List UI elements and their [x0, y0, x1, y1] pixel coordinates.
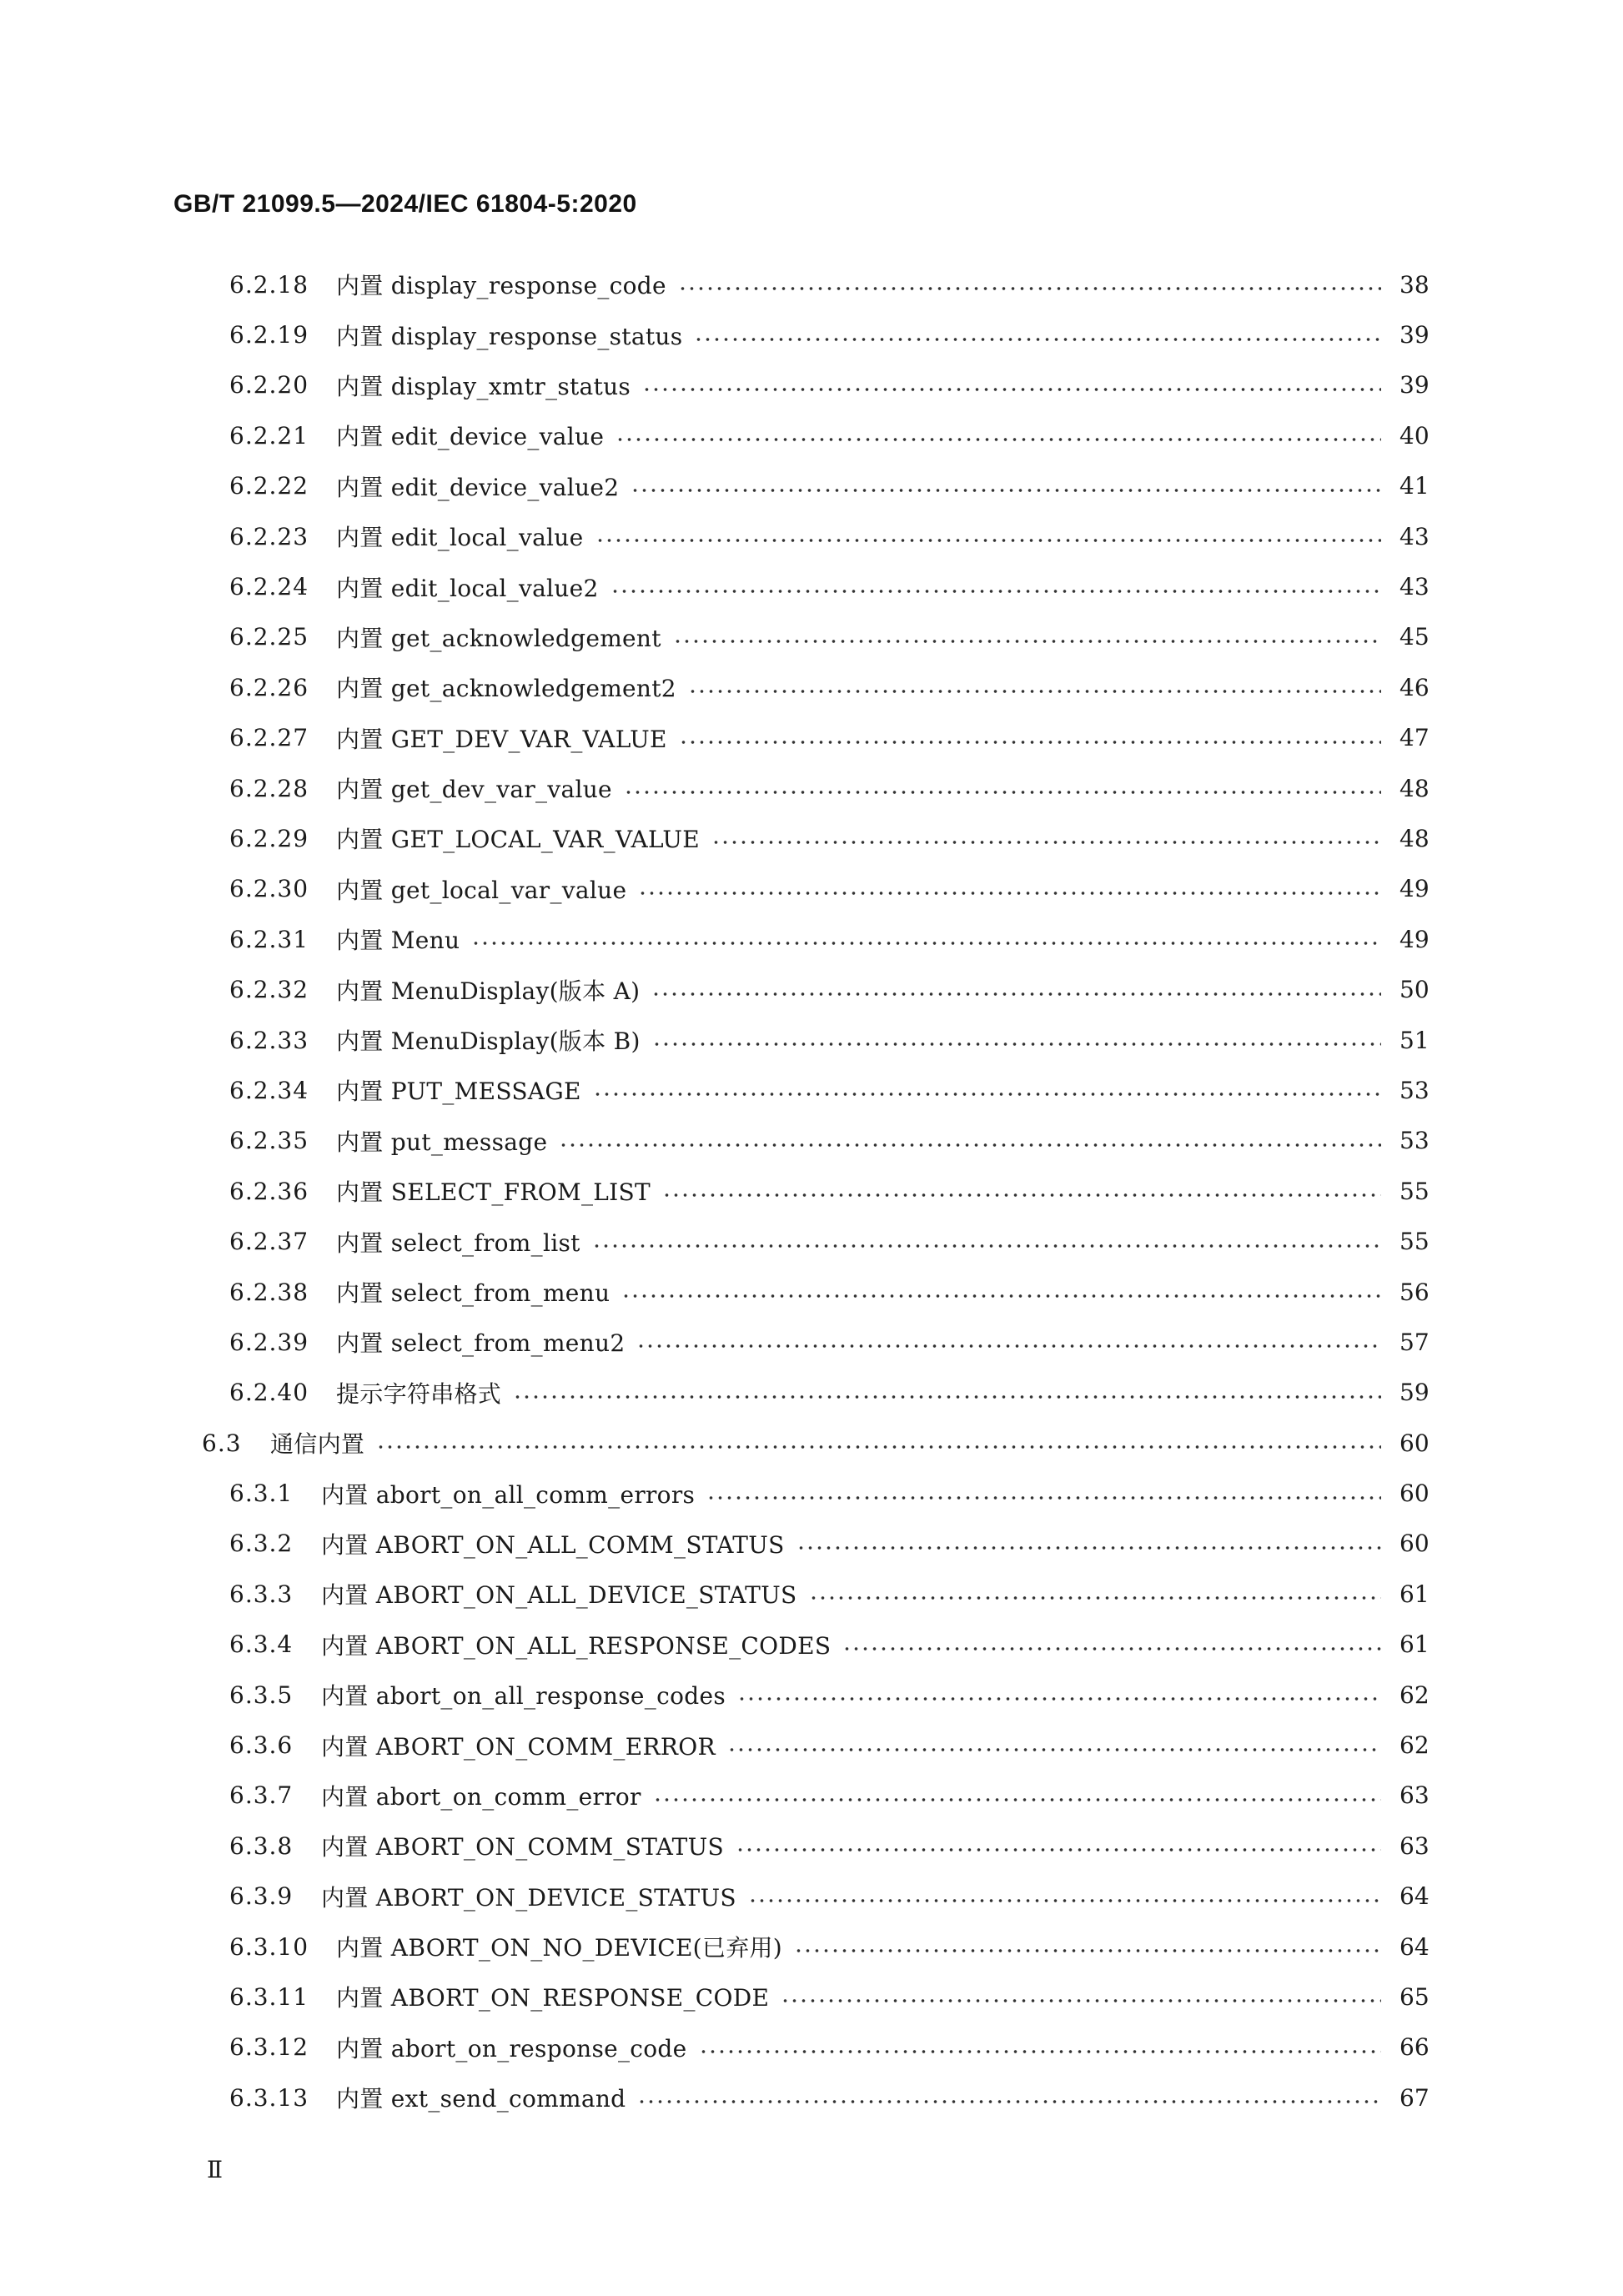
toc-entry[interactable] — [0, 1569, 1623, 1619]
toc-entry-page: 51 — [1399, 1026, 1430, 1054]
toc-entry-title: 内置 ABORT_ON_ALL_DEVICE_STATUS — [321, 1581, 797, 1610]
toc-entry-page: 41 — [1399, 472, 1430, 500]
toc-entry[interactable] — [0, 1821, 1623, 1871]
toc-entry-page: 62 — [1399, 1731, 1430, 1760]
toc-entry-number: 6.2.38 — [229, 1278, 309, 1306]
toc-entry-title: 内置 ext_send_command — [336, 2085, 626, 2113]
toc-entry-title: 通信内置 — [270, 1430, 365, 1459]
toc-entry[interactable] — [0, 1368, 1623, 1418]
toc-entry-number: 6.2.32 — [229, 976, 309, 1004]
toc-entry-number: 6.2.23 — [229, 522, 309, 550]
toc-entry-page: 50 — [1399, 976, 1430, 1004]
toc-entry[interactable] — [0, 2072, 1623, 2123]
toc-entry-number: 6.2.29 — [229, 824, 309, 852]
toc-entry[interactable] — [0, 1267, 1623, 1317]
toc-entry-title: 内置 abort_on_response_code — [336, 2034, 687, 2062]
toc-entry-number: 6.2.19 — [229, 321, 309, 349]
toc-dot-leader — [592, 1243, 1381, 1249]
toc-entry-number: 6.2.24 — [229, 573, 309, 601]
toc-entry-title: 内置 abort_on_comm_error — [321, 1782, 641, 1811]
toc-entry[interactable] — [0, 1519, 1623, 1569]
toc-entry-title: 内置 edit_device_value2 — [336, 473, 620, 501]
toc-entry-page: 53 — [1399, 1127, 1430, 1155]
toc-dot-leader — [611, 588, 1381, 595]
toc-entry-number: 6.3.10 — [229, 1932, 309, 1961]
toc-entry-title: 内置 ABORT_ON_COMM_ERROR — [321, 1732, 716, 1761]
toc-entry-title: 内置 ABORT_ON_RESPONSE_CODE — [336, 1984, 770, 2012]
toc-entry-number: 6.3.11 — [229, 1982, 309, 2011]
toc-entry-page: 65 — [1399, 1982, 1430, 2011]
toc-entry-page: 56 — [1399, 1278, 1430, 1306]
toc-entry-page: 55 — [1399, 1177, 1430, 1205]
toc-dot-leader — [653, 1796, 1381, 1803]
toc-dot-leader — [471, 940, 1381, 947]
toc-dot-leader — [737, 1696, 1381, 1702]
toc-entry-title: 内置 MenuDisplay(版本 A) — [336, 977, 641, 1005]
toc-entry-page: 60 — [1399, 1530, 1430, 1558]
toc-dot-leader — [624, 789, 1381, 796]
toc-entry-page: 67 — [1399, 2083, 1430, 2112]
toc-entry[interactable] — [0, 1670, 1623, 1720]
toc-entry-title: 内置 abort_on_all_comm_errors — [321, 1480, 696, 1509]
toc-dot-leader — [842, 1645, 1381, 1652]
toc-entry[interactable] — [0, 1771, 1623, 1821]
toc-dot-leader — [376, 1444, 1381, 1450]
toc-entry[interactable] — [0, 1015, 1623, 1065]
toc-entry-number: 6.2.37 — [229, 1228, 309, 1256]
toc-dot-leader — [642, 386, 1381, 393]
toc-entry-title: 内置 select_from_menu2 — [336, 1329, 626, 1358]
toc-entry-number: 6.2.35 — [229, 1127, 309, 1155]
toc-entry-title: 内置 GET_DEV_VAR_VALUE — [336, 725, 667, 753]
toc-entry[interactable] — [0, 612, 1623, 662]
toc-dot-leader — [593, 1091, 1381, 1098]
toc-entry[interactable] — [0, 964, 1623, 1014]
toc-entry-title: 内置 SELECT_FROM_LIST — [336, 1178, 651, 1207]
toc-entry-title: 提示字符串格式 — [336, 1379, 502, 1408]
toc-entry-number: 6.3.1 — [229, 1480, 294, 1508]
toc-entry-page: 63 — [1399, 1831, 1430, 1860]
toc-entry[interactable] — [0, 1620, 1623, 1670]
toc-entry[interactable] — [0, 662, 1623, 712]
toc-entry-page: 39 — [1399, 371, 1430, 399]
toc-entry-title: 内置 get_local_var_value — [336, 876, 627, 904]
toc-entry[interactable] — [0, 864, 1623, 914]
toc-entry-title: 内置 edit_local_value2 — [336, 574, 599, 602]
toc-entry-page: 66 — [1399, 2033, 1430, 2062]
toc-entry-title: 内置 display_response_code — [336, 272, 666, 300]
toc-entry-number: 6.2.39 — [229, 1328, 309, 1356]
toc-entry-page: 49 — [1399, 925, 1430, 953]
toc-entry-number: 6.3.9 — [229, 1882, 294, 1911]
toc-entry-number: 6.2.21 — [229, 421, 309, 450]
toc-entry-title: 内置 PUT_MESSAGE — [336, 1078, 581, 1106]
toc-dot-leader — [662, 1192, 1381, 1198]
toc-entry-title: 内置 display_xmtr_status — [336, 372, 631, 400]
toc-entry-number: 6.2.30 — [229, 875, 309, 903]
toc-entry[interactable] — [0, 914, 1623, 964]
toc-entry-title: 内置 abort_on_all_response_codes — [321, 1682, 726, 1711]
toc-entry[interactable] — [0, 1871, 1623, 1922]
toc-entry-page: 61 — [1399, 1630, 1430, 1659]
toc-entry[interactable] — [0, 511, 1623, 561]
toc-entry[interactable] — [0, 410, 1623, 460]
toc-dot-leader — [673, 638, 1381, 645]
toc-entry[interactable] — [0, 561, 1623, 611]
toc-entry[interactable] — [0, 1720, 1623, 1770]
toc-entry-page: 43 — [1399, 522, 1430, 550]
toc-entry[interactable] — [0, 1216, 1623, 1266]
toc-entry-page: 38 — [1399, 270, 1430, 299]
toc-entry-page: 57 — [1399, 1328, 1430, 1356]
toc-entry-number: 6.3 — [202, 1429, 242, 1457]
toc-entry-page: 55 — [1399, 1228, 1430, 1256]
toc-entry-number: 6.2.34 — [229, 1076, 309, 1104]
toc-entry[interactable] — [0, 1065, 1623, 1115]
toc-entry[interactable] — [0, 1468, 1623, 1518]
toc-entry-number: 6.3.4 — [229, 1630, 294, 1659]
toc-entry[interactable] — [0, 360, 1623, 410]
toc-entry-title: 内置 ABORT_ON_ALL_COMM_STATUS — [321, 1530, 785, 1559]
toc-entry-title: 内置 ABORT_ON_DEVICE_STATUS — [321, 1883, 736, 1912]
toc-entry-title: 内置 get_acknowledgement2 — [336, 675, 676, 703]
toc-entry-page: 48 — [1399, 774, 1430, 802]
toc-dot-leader — [678, 285, 1381, 292]
page-number: Ⅱ — [207, 2156, 224, 2183]
toc-entry-page: 53 — [1399, 1076, 1430, 1104]
toc-dot-leader — [631, 487, 1381, 494]
toc-dot-leader — [513, 1394, 1381, 1400]
toc-entry-page: 47 — [1399, 724, 1430, 752]
toc-entry-number: 6.3.2 — [229, 1530, 294, 1558]
toc-entry-page: 61 — [1399, 1580, 1430, 1608]
standard-header: GB/T 21099.5—2024/IEC 61804-5:2020 — [173, 190, 637, 218]
toc-entry[interactable] — [0, 1166, 1623, 1216]
toc-dot-leader — [679, 739, 1381, 746]
toc-dot-leader — [727, 1746, 1381, 1753]
toc-entry[interactable] — [0, 259, 1623, 309]
toc-entry[interactable] — [0, 1116, 1623, 1166]
toc-entry[interactable] — [0, 1972, 1623, 2022]
toc-dot-leader — [637, 2098, 1381, 2105]
toc-entry-number: 6.2.27 — [229, 724, 309, 752]
toc-entry-number: 6.2.28 — [229, 774, 309, 802]
toc-entry-title: 内置 ABORT_ON_COMM_STATUS — [321, 1833, 724, 1861]
toc-entry[interactable] — [0, 1317, 1623, 1367]
toc-dot-leader — [621, 1293, 1381, 1299]
toc-dot-leader — [748, 1897, 1381, 1904]
toc-dot-leader — [706, 1495, 1381, 1501]
toc-entry-page: 40 — [1399, 421, 1430, 450]
toc-entry-title: 内置 display_response_status — [336, 322, 683, 350]
toc-entry-page: 46 — [1399, 673, 1430, 701]
toc-entry[interactable] — [0, 1922, 1623, 1972]
toc-entry-title: 内置 ABORT_ON_ALL_RESPONSE_CODES — [321, 1631, 832, 1660]
toc-entry-number: 6.2.22 — [229, 472, 309, 500]
toc-entry-title: 内置 select_from_menu — [336, 1279, 611, 1307]
toc-entry-page: 62 — [1399, 1681, 1430, 1709]
toc-entry-number: 6.2.40 — [229, 1379, 309, 1407]
toc-entry-number: 6.3.6 — [229, 1731, 294, 1760]
toc-entry[interactable] — [0, 813, 1623, 863]
toc-entry-number: 6.2.18 — [229, 270, 309, 299]
toc-dot-leader — [794, 1947, 1381, 1954]
toc-dot-leader — [736, 1846, 1381, 1853]
toc-dot-leader — [652, 1041, 1381, 1048]
toc-entry-page: 48 — [1399, 824, 1430, 852]
toc-entry-page: 49 — [1399, 875, 1430, 903]
toc-entry-number: 6.2.36 — [229, 1177, 309, 1205]
table-of-contents — [0, 259, 1623, 2123]
toc-entry[interactable] — [0, 763, 1623, 813]
toc-entry-number: 6.2.26 — [229, 673, 309, 701]
toc-dot-leader — [711, 839, 1381, 846]
toc-entry-number: 6.3.5 — [229, 1681, 294, 1709]
toc-entry[interactable] — [0, 713, 1623, 763]
toc-dot-leader — [699, 2048, 1381, 2055]
toc-entry-number: 6.3.12 — [229, 2033, 309, 2062]
toc-entry[interactable] — [0, 1418, 1623, 1468]
toc-dot-leader — [638, 890, 1381, 897]
toc-entry[interactable] — [0, 2022, 1623, 2072]
toc-entry-page: 39 — [1399, 321, 1430, 349]
toc-dot-leader — [636, 1343, 1381, 1349]
toc-entry-page: 60 — [1399, 1429, 1430, 1457]
toc-dot-leader — [651, 991, 1381, 997]
toc-entry-title: 内置 edit_device_value — [336, 423, 605, 451]
toc-entry-number: 6.2.20 — [229, 371, 309, 399]
toc-dot-leader — [559, 1142, 1381, 1148]
toc-dot-leader — [796, 1545, 1381, 1551]
toc-entry-title: 内置 get_acknowledgement — [336, 624, 661, 652]
toc-entry-page: 45 — [1399, 623, 1430, 651]
toc-dot-leader — [616, 436, 1381, 443]
toc-entry-title: 内置 MenuDisplay(版本 B) — [336, 1027, 641, 1056]
toc-entry-number: 6.3.3 — [229, 1580, 294, 1608]
toc-entry-page: 63 — [1399, 1781, 1430, 1810]
toc-dot-leader — [781, 1997, 1381, 2004]
toc-entry-page: 64 — [1399, 1932, 1430, 1961]
toc-entry-page: 64 — [1399, 1882, 1430, 1911]
toc-entry-title: 内置 get_dev_var_value — [336, 776, 612, 804]
toc-entry-number: 6.3.8 — [229, 1831, 294, 1860]
toc-entry-title: 内置 GET_LOCAL_VAR_VALUE — [336, 826, 701, 854]
toc-entry-number: 6.2.33 — [229, 1026, 309, 1054]
toc-entry-page: 60 — [1399, 1480, 1430, 1508]
toc-dot-leader — [694, 336, 1381, 343]
toc-entry-number: 6.3.7 — [229, 1781, 294, 1810]
toc-dot-leader — [688, 688, 1381, 695]
toc-entry-number: 6.2.25 — [229, 623, 309, 651]
toc-entry[interactable] — [0, 461, 1623, 511]
toc-entry[interactable] — [0, 309, 1623, 359]
toc-entry-title: 内置 select_from_list — [336, 1228, 580, 1257]
toc-dot-leader — [595, 537, 1381, 544]
toc-entry-title: 内置 edit_local_value — [336, 524, 584, 552]
toc-entry-number: 6.3.13 — [229, 2083, 309, 2112]
toc-entry-page: 59 — [1399, 1379, 1430, 1407]
toc-entry-title: 内置 ABORT_ON_NO_DEVICE(已弃用) — [336, 1934, 783, 1962]
toc-entry-page: 43 — [1399, 573, 1430, 601]
toc-entry-title: 内置 Menu — [336, 927, 460, 955]
toc-dot-leader — [809, 1595, 1381, 1601]
toc-entry-number: 6.2.31 — [229, 925, 309, 953]
toc-entry-title: 内置 put_message — [336, 1128, 548, 1156]
